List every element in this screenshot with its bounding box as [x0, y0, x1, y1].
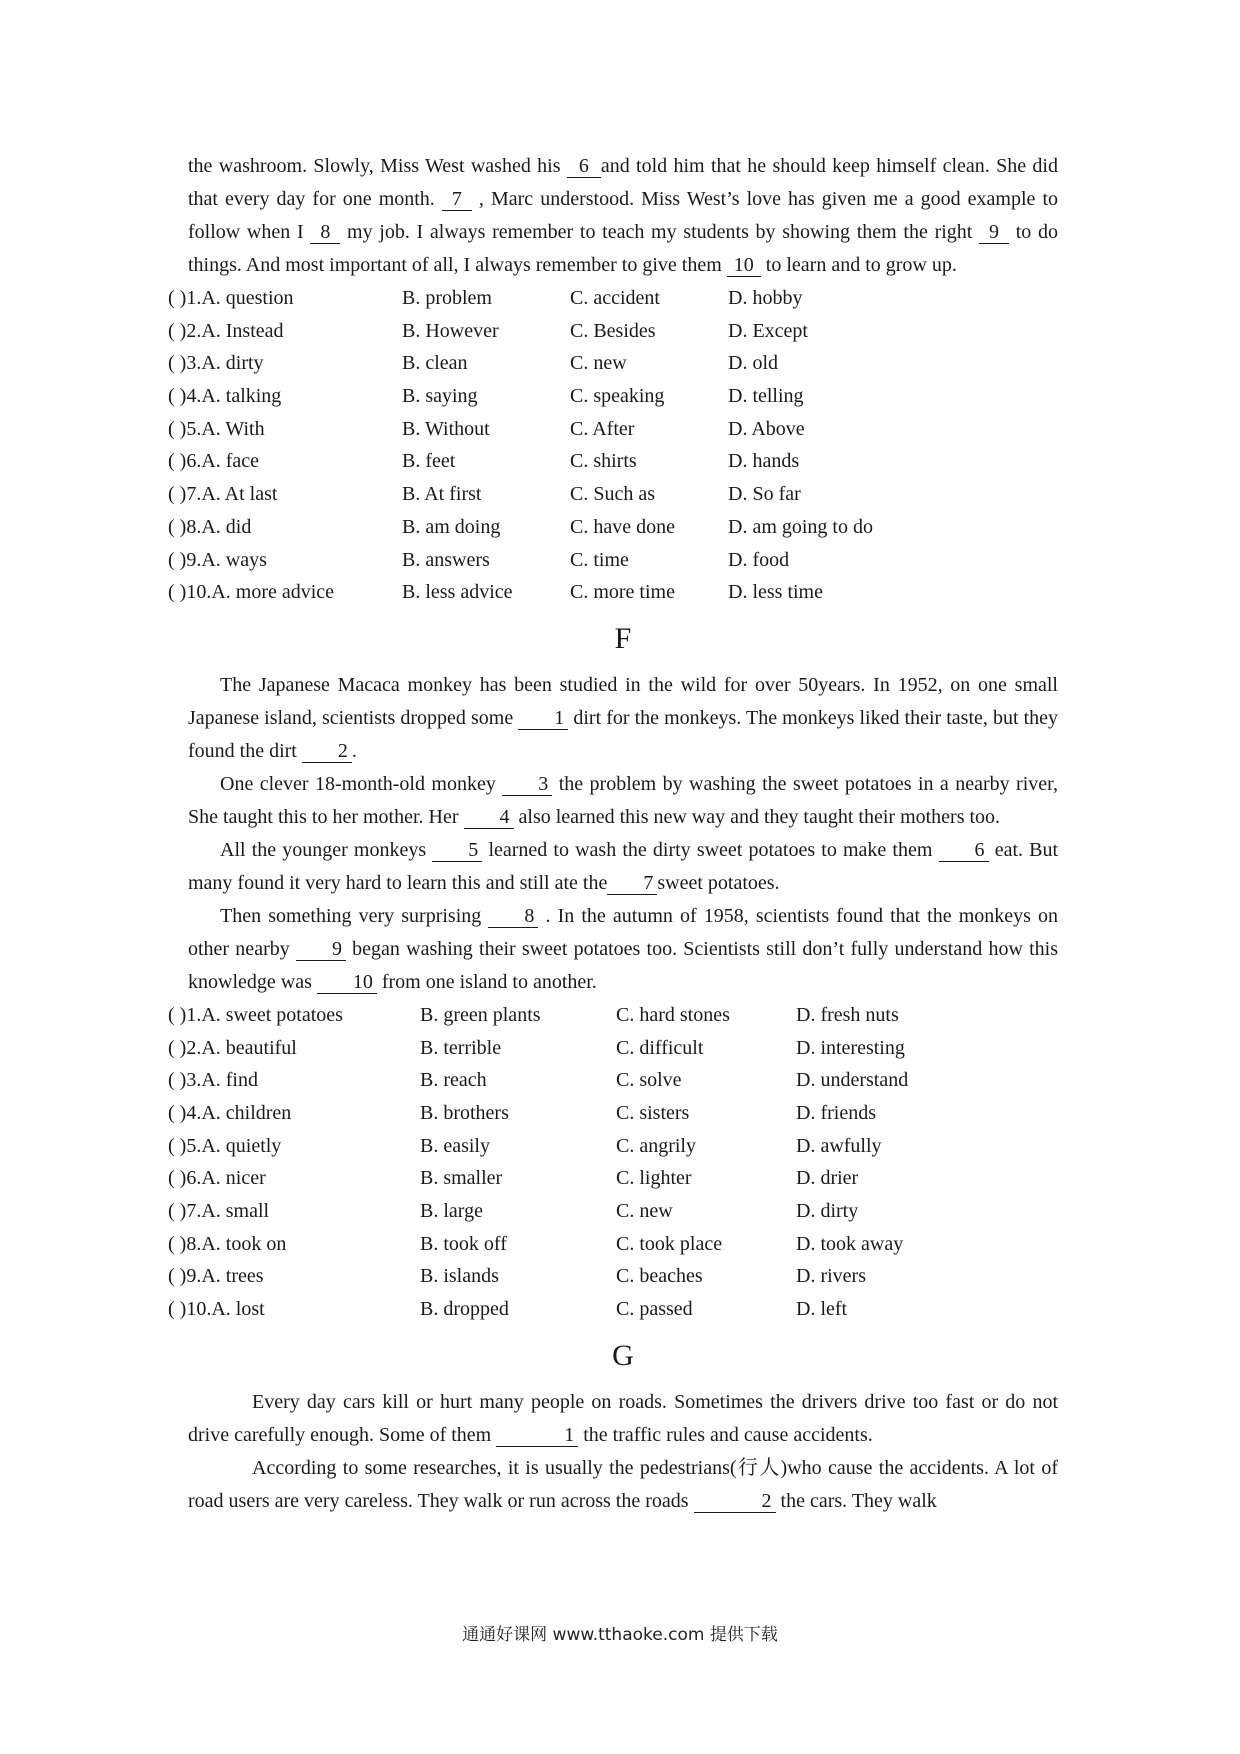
- blank: 10: [727, 254, 761, 277]
- question-row: [168, 576, 1058, 609]
- option-b: B. brothers: [420, 1101, 509, 1124]
- question-row: [168, 1032, 1058, 1065]
- blank: 1: [518, 707, 568, 730]
- text-run: the cars. They walk: [780, 1489, 937, 1512]
- option-c: C. took place: [616, 1232, 723, 1255]
- option-b: B. problem: [402, 287, 492, 309]
- text-run: to do things. And most important of all, I always remember to give them: [188, 221, 1059, 276]
- option-b: B. less advice: [402, 581, 513, 604]
- question-row: [168, 1195, 1058, 1228]
- blank: 7: [607, 872, 657, 895]
- option-c: C. new: [570, 352, 627, 375]
- text-run: eat. But many found it very hard to learn this and still ate the: [188, 838, 1059, 894]
- text-run: began washing their sweet potatoes too. Scientists still don’t fully understand how this knowledge was: [188, 937, 1058, 993]
- text-run: learned to wash the dirty sweet potatoes to make them: [488, 838, 933, 861]
- option-d: D. interesting: [796, 1036, 905, 1059]
- text-run: sweet potatoes.: [657, 871, 780, 894]
- paragraph-g2: [188, 1452, 1058, 1518]
- option-b: B. islands: [420, 1265, 499, 1288]
- question-list-f: [168, 999, 1058, 1326]
- option-c: C. difficult: [616, 1036, 704, 1059]
- question-row: [168, 544, 1058, 577]
- text-run: According to some researches, it is usually the pedestrians(行人)who cause the accidents. A lot of road users are very careless. They walk or run across the roads: [188, 1456, 1058, 1512]
- option-b: B. smaller: [420, 1167, 503, 1190]
- question-row: [168, 511, 1058, 544]
- question-stem-option-a: ( )1.A. question: [168, 287, 294, 309]
- option-d: D. Above: [728, 417, 805, 440]
- question-row: [168, 999, 1058, 1032]
- question-row: [168, 380, 1058, 413]
- page-content: [168, 150, 1059, 1518]
- question-row: [168, 1162, 1058, 1195]
- blank: 3: [502, 773, 552, 796]
- blank: 4: [464, 806, 514, 829]
- option-c: C. solve: [616, 1069, 682, 1092]
- option-d: D. left: [796, 1298, 848, 1321]
- option-b: B. answers: [402, 548, 490, 571]
- blank: 2: [302, 740, 352, 763]
- question-stem-option-a: ( )3.A. find: [168, 1069, 258, 1092]
- text-run: Every day cars kill or hurt many people on roads. Sometimes the drivers drive too fast or do not drive carefully enough. Some of them: [188, 1390, 1058, 1446]
- question-stem-option-a: ( )3.A. dirty: [168, 352, 264, 375]
- option-d: D. took away: [796, 1232, 904, 1255]
- text-run: the traffic rules and cause accidents.: [583, 1423, 873, 1446]
- option-c: C. accident: [570, 287, 660, 309]
- question-stem-option-a: ( )6.A. face: [168, 450, 260, 473]
- option-b: B. Without: [402, 417, 490, 440]
- option-b: B. reach: [420, 1069, 487, 1092]
- question-stem-option-a: ( )10.A. more advice: [168, 581, 335, 604]
- option-b: B. green plants: [420, 1003, 541, 1026]
- text-run: and told him that he should keep himself clean. She did that every day for one month.: [188, 155, 1058, 210]
- question-stem-option-a: ( )2.A. beautiful: [168, 1036, 297, 1059]
- question-row: [168, 413, 1058, 446]
- text-run: the washroom. Slowly, Miss West washed his: [188, 155, 561, 177]
- question-row: [168, 347, 1058, 380]
- option-c: C. time: [570, 548, 629, 571]
- option-d: D. awfully: [796, 1134, 882, 1157]
- text-run: All the younger monkeys: [220, 838, 427, 861]
- paragraph-f3: [188, 834, 1058, 900]
- option-c: C. passed: [616, 1298, 693, 1321]
- option-b: B. clean: [402, 352, 468, 375]
- option-c: C. beaches: [616, 1265, 703, 1288]
- question-stem-option-a: ( )8.A. took on: [168, 1232, 287, 1255]
- option-d: D. food: [728, 548, 790, 571]
- blank: 6: [939, 839, 989, 862]
- option-d: D. rivers: [796, 1265, 866, 1288]
- blank: 2: [694, 1490, 776, 1513]
- option-c: C. more time: [570, 581, 675, 604]
- option-d: D. am going to do: [728, 515, 873, 538]
- option-d: D. fresh nuts: [796, 1003, 899, 1026]
- option-b: B. easily: [420, 1134, 490, 1157]
- question-stem-option-a: ( )8.A. did: [168, 515, 252, 538]
- question-row: [168, 1228, 1058, 1261]
- section-heading-g: G: [612, 1338, 634, 1372]
- option-d: D. So far: [728, 483, 801, 506]
- question-stem-option-a: ( )2.A. Instead: [168, 319, 284, 342]
- paragraph-f1: [188, 669, 1058, 768]
- question-row: [168, 445, 1058, 478]
- blank: 6: [567, 155, 601, 178]
- text-run: One clever 18-month-old monkey: [220, 772, 496, 795]
- option-c: C. hard stones: [616, 1003, 730, 1026]
- text-run: also learned this new way and they taught their mothers too.: [518, 805, 1001, 828]
- blank: 9: [296, 938, 346, 961]
- option-b: B. took off: [420, 1232, 507, 1255]
- paragraph-f4: [188, 900, 1058, 999]
- option-c: C. Such as: [570, 483, 655, 506]
- option-c: C. lighter: [616, 1167, 692, 1190]
- option-d: D. old: [728, 352, 778, 375]
- option-c: C. sisters: [616, 1101, 690, 1124]
- question-row: [168, 282, 1058, 315]
- blank: 9: [979, 221, 1009, 244]
- option-b: B. At first: [402, 483, 482, 506]
- paragraph-g1: [188, 1386, 1058, 1452]
- text-run: from one island to another.: [381, 970, 597, 993]
- text-run: , Marc understood. Miss West’s love has given me a good example to follow when I: [188, 188, 1059, 243]
- blank: 5: [432, 839, 482, 862]
- text-run: the problem by washing the sweet potatoes in a nearby river, She taught this to her mother. Her: [188, 772, 1059, 828]
- option-c: C. new: [616, 1200, 673, 1222]
- option-b: B. large: [420, 1200, 483, 1222]
- option-b: B. However: [402, 319, 499, 342]
- option-b: B. terrible: [420, 1036, 502, 1059]
- text-run: to learn and to grow up.: [765, 254, 957, 276]
- question-stem-option-a: ( )4.A. children: [168, 1101, 292, 1124]
- question-stem-option-a: ( )7.A. small: [168, 1200, 270, 1222]
- paragraph-f2: [188, 768, 1058, 834]
- blank: 8: [310, 221, 340, 244]
- question-row: [168, 1097, 1058, 1130]
- question-row: [168, 315, 1058, 348]
- option-c: C. have done: [570, 515, 675, 538]
- option-c: C. After: [570, 417, 635, 440]
- question-stem-option-a: ( )4.A. talking: [168, 385, 282, 408]
- option-b: B. am doing: [402, 515, 501, 538]
- option-d: D. drier: [796, 1167, 859, 1190]
- option-d: D. hobby: [728, 287, 803, 309]
- question-stem-option-a: ( )7.A. At last: [168, 483, 278, 506]
- text-run: The Japanese Macaca monkey has been studied in the wild for over 50years. In 1952, on one small Japanese island, scientists dropped some: [188, 673, 1058, 729]
- option-c: C. angrily: [616, 1134, 696, 1157]
- question-row: [168, 1293, 1058, 1326]
- option-d: D. dirty: [796, 1200, 859, 1222]
- option-b: B. feet: [402, 450, 456, 473]
- question-list-e: [168, 282, 1058, 609]
- question-stem-option-a: ( )5.A. quietly: [168, 1134, 282, 1157]
- text-run: dirt for the monkeys. The monkeys liked their taste, but they found the dirt: [188, 706, 1059, 762]
- section-heading-f: F: [614, 621, 632, 655]
- question-stem-option-a: ( )6.A. nicer: [168, 1167, 266, 1190]
- question-row: [168, 1064, 1058, 1097]
- question-row: [168, 1130, 1058, 1163]
- question-row: [168, 1260, 1058, 1293]
- option-c: C. speaking: [570, 385, 665, 408]
- option-b: B. saying: [402, 385, 478, 408]
- option-d: D. Except: [728, 319, 808, 342]
- question-stem-option-a: ( )9.A. ways: [168, 548, 267, 571]
- option-d: D. less time: [728, 581, 823, 604]
- text-run: .: [351, 739, 357, 762]
- text-run: my job. I always remember to teach my students by showing them the right: [347, 221, 973, 243]
- passage-e-end: [188, 150, 1058, 282]
- question-stem-option-a: ( )5.A. With: [168, 417, 265, 440]
- blank: 8: [488, 905, 538, 928]
- option-d: D. hands: [728, 450, 800, 473]
- page-footer: 通通好课网 www.tthaoke.com 提供下载: [462, 1625, 778, 1645]
- text-run: Then something very surprising: [220, 904, 482, 927]
- option-d: D. understand: [796, 1069, 909, 1092]
- question-stem-option-a: ( )9.A. trees: [168, 1265, 264, 1288]
- option-c: C. Besides: [570, 319, 656, 342]
- question-stem-option-a: ( )10.A. lost: [168, 1298, 265, 1321]
- option-c: C. shirts: [570, 450, 637, 473]
- blank: 10: [317, 971, 377, 994]
- option-d: D. telling: [728, 385, 804, 408]
- option-b: B. dropped: [420, 1298, 509, 1321]
- question-row: [168, 478, 1058, 511]
- option-d: D. friends: [796, 1101, 876, 1124]
- text-run: . In the autumn of 1958, scientists found that the monkeys on other nearby: [188, 904, 1059, 960]
- question-stem-option-a: ( )1.A. sweet potatoes: [168, 1003, 343, 1026]
- blank: 7: [442, 188, 472, 211]
- blank: 1: [496, 1424, 578, 1447]
